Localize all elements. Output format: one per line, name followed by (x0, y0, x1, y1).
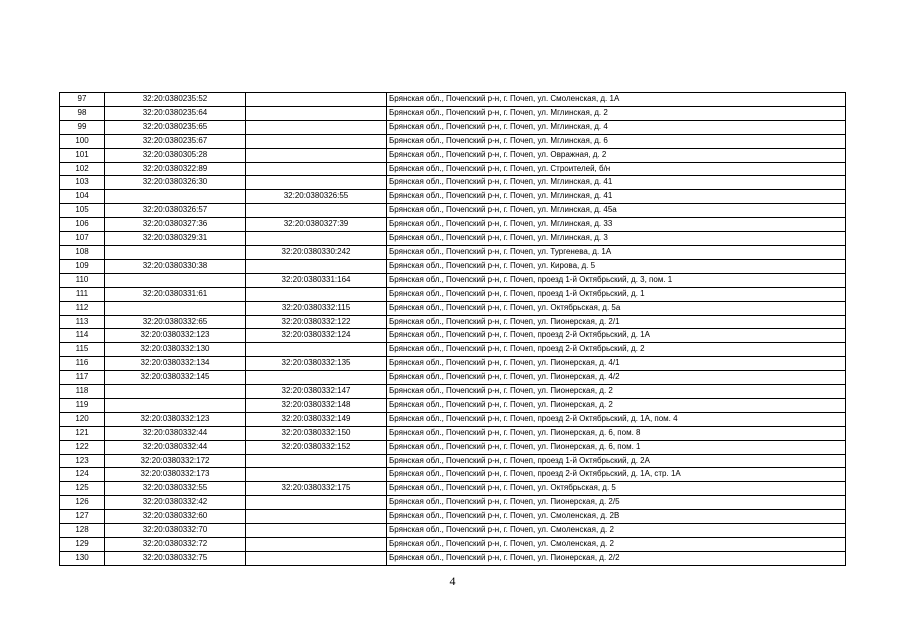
premises-cadastral-number-cell: 32:20:0380326:55 (246, 190, 387, 204)
address-cell: Брянская обл., Почепский р-н, г. Почеп, ул. Пионерская, д. 6, пом. 8 (387, 426, 846, 440)
row-number-cell: 98 (60, 106, 105, 120)
row-number-cell: 112 (60, 301, 105, 315)
address-cell: Брянская обл., Почепский р-н, г. Почеп, ул. Октябрьская, д. 5 (387, 482, 846, 496)
table-row (60, 468, 846, 482)
premises-cadastral-number-cell (246, 204, 387, 218)
row-number-cell: 116 (60, 357, 105, 371)
address-cell: Брянская обл., Почепский р-н, г. Почеп, ул. Мглинская, д. 45а (387, 204, 846, 218)
cadastral-number-cell: 32:20:0380235:65 (105, 120, 246, 134)
row-number-cell: 105 (60, 204, 105, 218)
table-row (60, 148, 846, 162)
address-cell: Брянская обл., Почепский р-н, г. Почеп, ул. Мглинская, д. 4 (387, 120, 846, 134)
premises-cadastral-number-cell (246, 259, 387, 273)
row-number-cell: 107 (60, 232, 105, 246)
premises-cadastral-number-cell: 32:20:0380331:164 (246, 273, 387, 287)
premises-cadastral-number-cell (246, 93, 387, 107)
address-cell: Брянская обл., Почепский р-н, г. Почеп, ул. Мглинская, д. 41 (387, 176, 846, 190)
cadastral-number-cell: 32:20:0380332:60 (105, 510, 246, 524)
address-cell: Брянская обл., Почепский р-н, г. Почеп, ул. Овражная, д. 2 (387, 148, 846, 162)
premises-cadastral-number-cell (246, 524, 387, 538)
address-cell: Брянская обл., Почепский р-н, г. Почеп, проезд 2-й Октябрьский, д. 1А (387, 329, 846, 343)
premises-cadastral-number-cell: 32:20:0380332:135 (246, 357, 387, 371)
premises-cadastral-number-cell (246, 106, 387, 120)
address-cell: Брянская обл., Почепский р-н, г. Почеп, ул. Мглинская, д. 3 (387, 232, 846, 246)
cadastral-number-cell: 32:20:0380332:55 (105, 482, 246, 496)
cadastral-number-cell: 32:20:0380332:172 (105, 454, 246, 468)
table-row (60, 426, 846, 440)
premises-cadastral-number-cell: 32:20:0380332:122 (246, 315, 387, 329)
address-cell: Брянская обл., Почепский р-н, г. Почеп, ул. Тургенева, д. 1А (387, 245, 846, 259)
table-row (60, 496, 846, 510)
cadastral-number-cell: 32:20:0380330:38 (105, 259, 246, 273)
cadastral-number-cell (105, 273, 246, 287)
row-number-cell: 124 (60, 468, 105, 482)
cadastral-number-cell: 32:20:0380327:36 (105, 218, 246, 232)
table-row (60, 106, 846, 120)
table-row (60, 287, 846, 301)
table-row (60, 343, 846, 357)
page-number: 4 (449, 574, 456, 588)
table-row (60, 176, 846, 190)
cadastral-number-cell: 32:20:0380332:72 (105, 538, 246, 552)
table-row (60, 482, 846, 496)
row-number-cell: 104 (60, 190, 105, 204)
cadastral-number-cell: 32:20:0380322:89 (105, 162, 246, 176)
premises-cadastral-number-cell: 32:20:0380332:175 (246, 482, 387, 496)
address-cell: Брянская обл., Почепский р-н, г. Почеп, ул. Мглинская, д. 2 (387, 106, 846, 120)
cadastral-number-cell: 32:20:0380332:44 (105, 440, 246, 454)
premises-cadastral-number-cell (246, 510, 387, 524)
cadastral-number-cell: 32:20:0380331:61 (105, 287, 246, 301)
address-cell: Брянская обл., Почепский р-н, г. Почеп, проезд 1-й Октябрьский, д. 2А (387, 454, 846, 468)
row-number-cell: 129 (60, 538, 105, 552)
cadastral-number-cell: 32:20:0380235:64 (105, 106, 246, 120)
table-row (60, 398, 846, 412)
address-cell: Брянская обл., Почепский р-н, г. Почеп, проезд 1-й Октябрьский, д. 3, пом. 1 (387, 273, 846, 287)
premises-cadastral-number-cell: 32:20:0380332:149 (246, 412, 387, 426)
cadastral-number-cell: 32:20:0380305:28 (105, 148, 246, 162)
cadastral-number-cell: 32:20:0380332:134 (105, 357, 246, 371)
row-number-cell: 122 (60, 440, 105, 454)
cadastral-number-cell (105, 245, 246, 259)
premises-cadastral-number-cell (246, 134, 387, 148)
table-row (60, 357, 846, 371)
table-row (60, 371, 846, 385)
cadastral-number-cell: 32:20:0380326:30 (105, 176, 246, 190)
table-row (60, 315, 846, 329)
cadastral-number-cell: 32:20:0380332:123 (105, 412, 246, 426)
table-row (60, 454, 846, 468)
table-row (60, 412, 846, 426)
cadastral-number-cell: 32:20:0380235:52 (105, 93, 246, 107)
row-number-cell: 120 (60, 412, 105, 426)
address-cell: Брянская обл., Почепский р-н, г. Почеп, ул. Строителей, б/н (387, 162, 846, 176)
premises-cadastral-number-cell (246, 120, 387, 134)
row-number-cell: 130 (60, 551, 105, 565)
cadastral-number-cell: 32:20:0380332:65 (105, 315, 246, 329)
premises-cadastral-number-cell: 32:20:0380332:147 (246, 385, 387, 399)
table-row (60, 245, 846, 259)
premises-cadastral-number-cell (246, 176, 387, 190)
row-number-cell: 119 (60, 398, 105, 412)
premises-cadastral-number-cell: 32:20:0380332:152 (246, 440, 387, 454)
premises-cadastral-number-cell (246, 148, 387, 162)
table-row (60, 524, 846, 538)
premises-cadastral-number-cell (246, 287, 387, 301)
row-number-cell: 110 (60, 273, 105, 287)
row-number-cell: 100 (60, 134, 105, 148)
premises-cadastral-number-cell (246, 496, 387, 510)
cadastral-number-cell: 32:20:0380326:57 (105, 204, 246, 218)
cadastral-number-cell: 32:20:0380332:123 (105, 329, 246, 343)
address-cell: Брянская обл., Почепский р-н, г. Почеп, ул. Пионерская, д. 2/2 (387, 551, 846, 565)
cadastral-number-cell (105, 190, 246, 204)
table-row (60, 218, 846, 232)
premises-cadastral-number-cell (246, 551, 387, 565)
table-body (60, 93, 846, 566)
row-number-cell: 109 (60, 259, 105, 273)
table-row (60, 134, 846, 148)
row-number-cell: 121 (60, 426, 105, 440)
premises-cadastral-number-cell: 32:20:0380332:115 (246, 301, 387, 315)
address-cell: Брянская обл., Почепский р-н, г. Почеп, ул. Пионерская, д. 6, пом. 1 (387, 440, 846, 454)
row-number-cell: 114 (60, 329, 105, 343)
address-cell: Брянская обл., Почепский р-н, г. Почеп, ул. Пионерская, д. 2/1 (387, 315, 846, 329)
row-number-cell: 125 (60, 482, 105, 496)
property-registry-table (59, 92, 846, 566)
table-row (60, 259, 846, 273)
cadastral-number-cell: 32:20:0380332:130 (105, 343, 246, 357)
row-number-cell: 106 (60, 218, 105, 232)
cadastral-number-cell: 32:20:0380332:173 (105, 468, 246, 482)
cadastral-number-cell: 32:20:0380332:75 (105, 551, 246, 565)
row-number-cell: 115 (60, 343, 105, 357)
cadastral-number-cell: 32:20:0380235:67 (105, 134, 246, 148)
table-row (60, 273, 846, 287)
address-cell: Брянская обл., Почепский р-н, г. Почеп, ул. Смоленская, д. 1А (387, 93, 846, 107)
table-row (60, 301, 846, 315)
address-cell: Брянская обл., Почепский р-н, г. Почеп, проезд 1-й Октябрьский, д. 1 (387, 287, 846, 301)
cadastral-number-cell: 32:20:0380332:145 (105, 371, 246, 385)
address-cell: Брянская обл., Почепский р-н, г. Почеп, ул. Пионерская, д. 2 (387, 385, 846, 399)
address-cell: Брянская обл., Почепский р-н, г. Почеп, проезд 2-й Октябрьский, д. 1А, пом. 4 (387, 412, 846, 426)
cadastral-number-cell: 32:20:0380329:31 (105, 232, 246, 246)
row-number-cell: 123 (60, 454, 105, 468)
address-cell: Брянская обл., Почепский р-н, г. Почеп, ул. Пионерская, д. 2/5 (387, 496, 846, 510)
address-cell: Брянская обл., Почепский р-н, г. Почеп, ул. Пионерская, д. 4/2 (387, 371, 846, 385)
premises-cadastral-number-cell (246, 162, 387, 176)
table-row (60, 385, 846, 399)
table-row (60, 93, 846, 107)
table-row (60, 538, 846, 552)
premises-cadastral-number-cell (246, 371, 387, 385)
premises-cadastral-number-cell (246, 538, 387, 552)
address-cell: Брянская обл., Почепский р-н, г. Почеп, ул. Смоленская, д. 2 (387, 524, 846, 538)
table-row (60, 510, 846, 524)
table-row (60, 204, 846, 218)
cadastral-number-cell: 32:20:0380332:70 (105, 524, 246, 538)
table-row (60, 440, 846, 454)
row-number-cell: 108 (60, 245, 105, 259)
premises-cadastral-number-cell: 32:20:0380332:124 (246, 329, 387, 343)
premises-cadastral-number-cell: 32:20:0380332:150 (246, 426, 387, 440)
row-number-cell: 127 (60, 510, 105, 524)
cadastral-number-cell: 32:20:0380332:42 (105, 496, 246, 510)
premises-cadastral-number-cell (246, 468, 387, 482)
row-number-cell: 118 (60, 385, 105, 399)
address-cell: Брянская обл., Почепский р-н, г. Почеп, ул. Пионерская, д. 2 (387, 398, 846, 412)
cadastral-number-cell (105, 301, 246, 315)
row-number-cell: 117 (60, 371, 105, 385)
table-row (60, 232, 846, 246)
address-cell: Брянская обл., Почепский р-н, г. Почеп, проезд 2-й Октябрьский, д. 1А, стр. 1А (387, 468, 846, 482)
cadastral-number-cell (105, 385, 246, 399)
address-cell: Брянская обл., Почепский р-н, г. Почеп, ул. Пионерская, д. 4/1 (387, 357, 846, 371)
row-number-cell: 97 (60, 93, 105, 107)
row-number-cell: 102 (60, 162, 105, 176)
row-number-cell: 113 (60, 315, 105, 329)
table-row (60, 162, 846, 176)
table-row (60, 329, 846, 343)
address-cell: Брянская обл., Почепский р-н, г. Почеп, ул. Смоленская, д. 2В (387, 510, 846, 524)
address-cell: Брянская обл., Почепский р-н, г. Почеп, ул. Мглинская, д. 41 (387, 190, 846, 204)
row-number-cell: 111 (60, 287, 105, 301)
address-cell: Брянская обл., Почепский р-н, г. Почеп, ул. Кирова, д. 5 (387, 259, 846, 273)
row-number-cell: 103 (60, 176, 105, 190)
premises-cadastral-number-cell: 32:20:0380327:39 (246, 218, 387, 232)
premises-cadastral-number-cell (246, 454, 387, 468)
address-cell: Брянская обл., Почепский р-н, г. Почеп, ул. Мглинская, д. 33 (387, 218, 846, 232)
premises-cadastral-number-cell (246, 343, 387, 357)
premises-cadastral-number-cell: 32:20:0380330:242 (246, 245, 387, 259)
address-cell: Брянская обл., Почепский р-н, г. Почеп, ул. Мглинская, д. 6 (387, 134, 846, 148)
table-row (60, 551, 846, 565)
row-number-cell: 128 (60, 524, 105, 538)
premises-cadastral-number-cell (246, 232, 387, 246)
premises-cadastral-number-cell: 32:20:0380332:148 (246, 398, 387, 412)
table-row (60, 120, 846, 134)
address-cell: Брянская обл., Почепский р-н, г. Почеп, проезд 2-й Октябрьский, д. 2 (387, 343, 846, 357)
row-number-cell: 126 (60, 496, 105, 510)
table-row (60, 190, 846, 204)
address-cell: Брянская обл., Почепский р-н, г. Почеп, ул. Октябрьская, д. 5а (387, 301, 846, 315)
row-number-cell: 101 (60, 148, 105, 162)
row-number-cell: 99 (60, 120, 105, 134)
address-cell: Брянская обл., Почепский р-н, г. Почеп, ул. Смоленская, д. 2 (387, 538, 846, 552)
cadastral-number-cell (105, 398, 246, 412)
cadastral-number-cell: 32:20:0380332:44 (105, 426, 246, 440)
